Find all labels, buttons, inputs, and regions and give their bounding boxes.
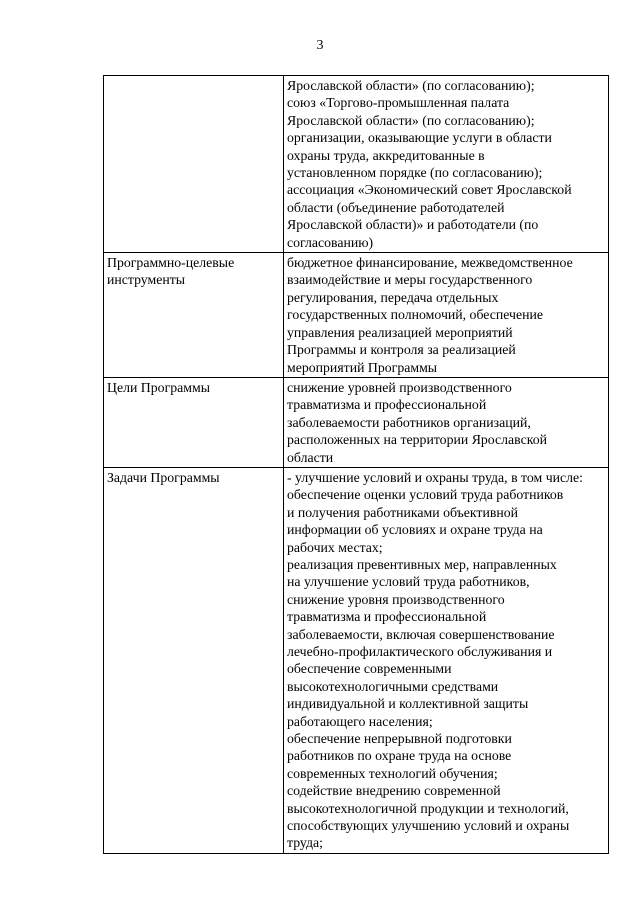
table-row — [104, 253, 609, 378]
row-label-goals: Цели Программы — [104, 377, 284, 467]
row-value-goals: снижение уровней производственного травматизма и профессиональной заболеваемости работников организаций, расположенных на территории Ярославской области — [284, 377, 609, 467]
page-number: 3 — [316, 38, 324, 53]
row-value-tasks: - улучшение условий и охраны труда, в том числе: обеспечение оценки условий труда работников и получения работниками объективной информации об условиях и охране труда на рабочих местах; реализация превентивных мер, направленных на улучшение условий труда работников, снижение уровня производственного травматизма и профессиональной заболеваемости, включая совершенствование лечебно-профилактического обслуживания и обеспечение современными высокотехнологичными средствами индивидуальной и коллективной защиты работающего населения; обеспечение непрерывной подготовки работников по охране труда на основе современных технологий обучения; содействие внедрению современной высокотехнологичной продукции и технологий, способствующих улучшению условий и охраны труда; — [284, 467, 609, 853]
row-value-instruments: бюджетное финансирование, межведомственное взаимодействие и меры государственного регулирования, передача отдельных государственных полномочий, обеспечение управления реализацией мероприятий Программы и контроля за реализацией мероприятий Программы — [284, 253, 609, 378]
program-passport-table — [103, 75, 609, 854]
table-row — [104, 76, 609, 253]
row-value-participants: Ярославской области» (по согласованию); союз «Торгово-промышленная палата Ярославской области» (по согласованию); организации, оказывающие услуги в области охраны труда, аккредитованные в установленном порядке (по согласованию); ассоциация «Экономический совет Ярославской области (объединение работодателей Ярославской области)» и работодатели (по согласованию) — [284, 76, 609, 253]
row-label-tasks: Задачи Программы — [104, 467, 284, 853]
row-label-instruments: Программно-целевые инструменты — [104, 253, 284, 378]
table-row — [104, 377, 609, 467]
table-row — [104, 467, 609, 853]
row-label-cell — [104, 76, 284, 253]
